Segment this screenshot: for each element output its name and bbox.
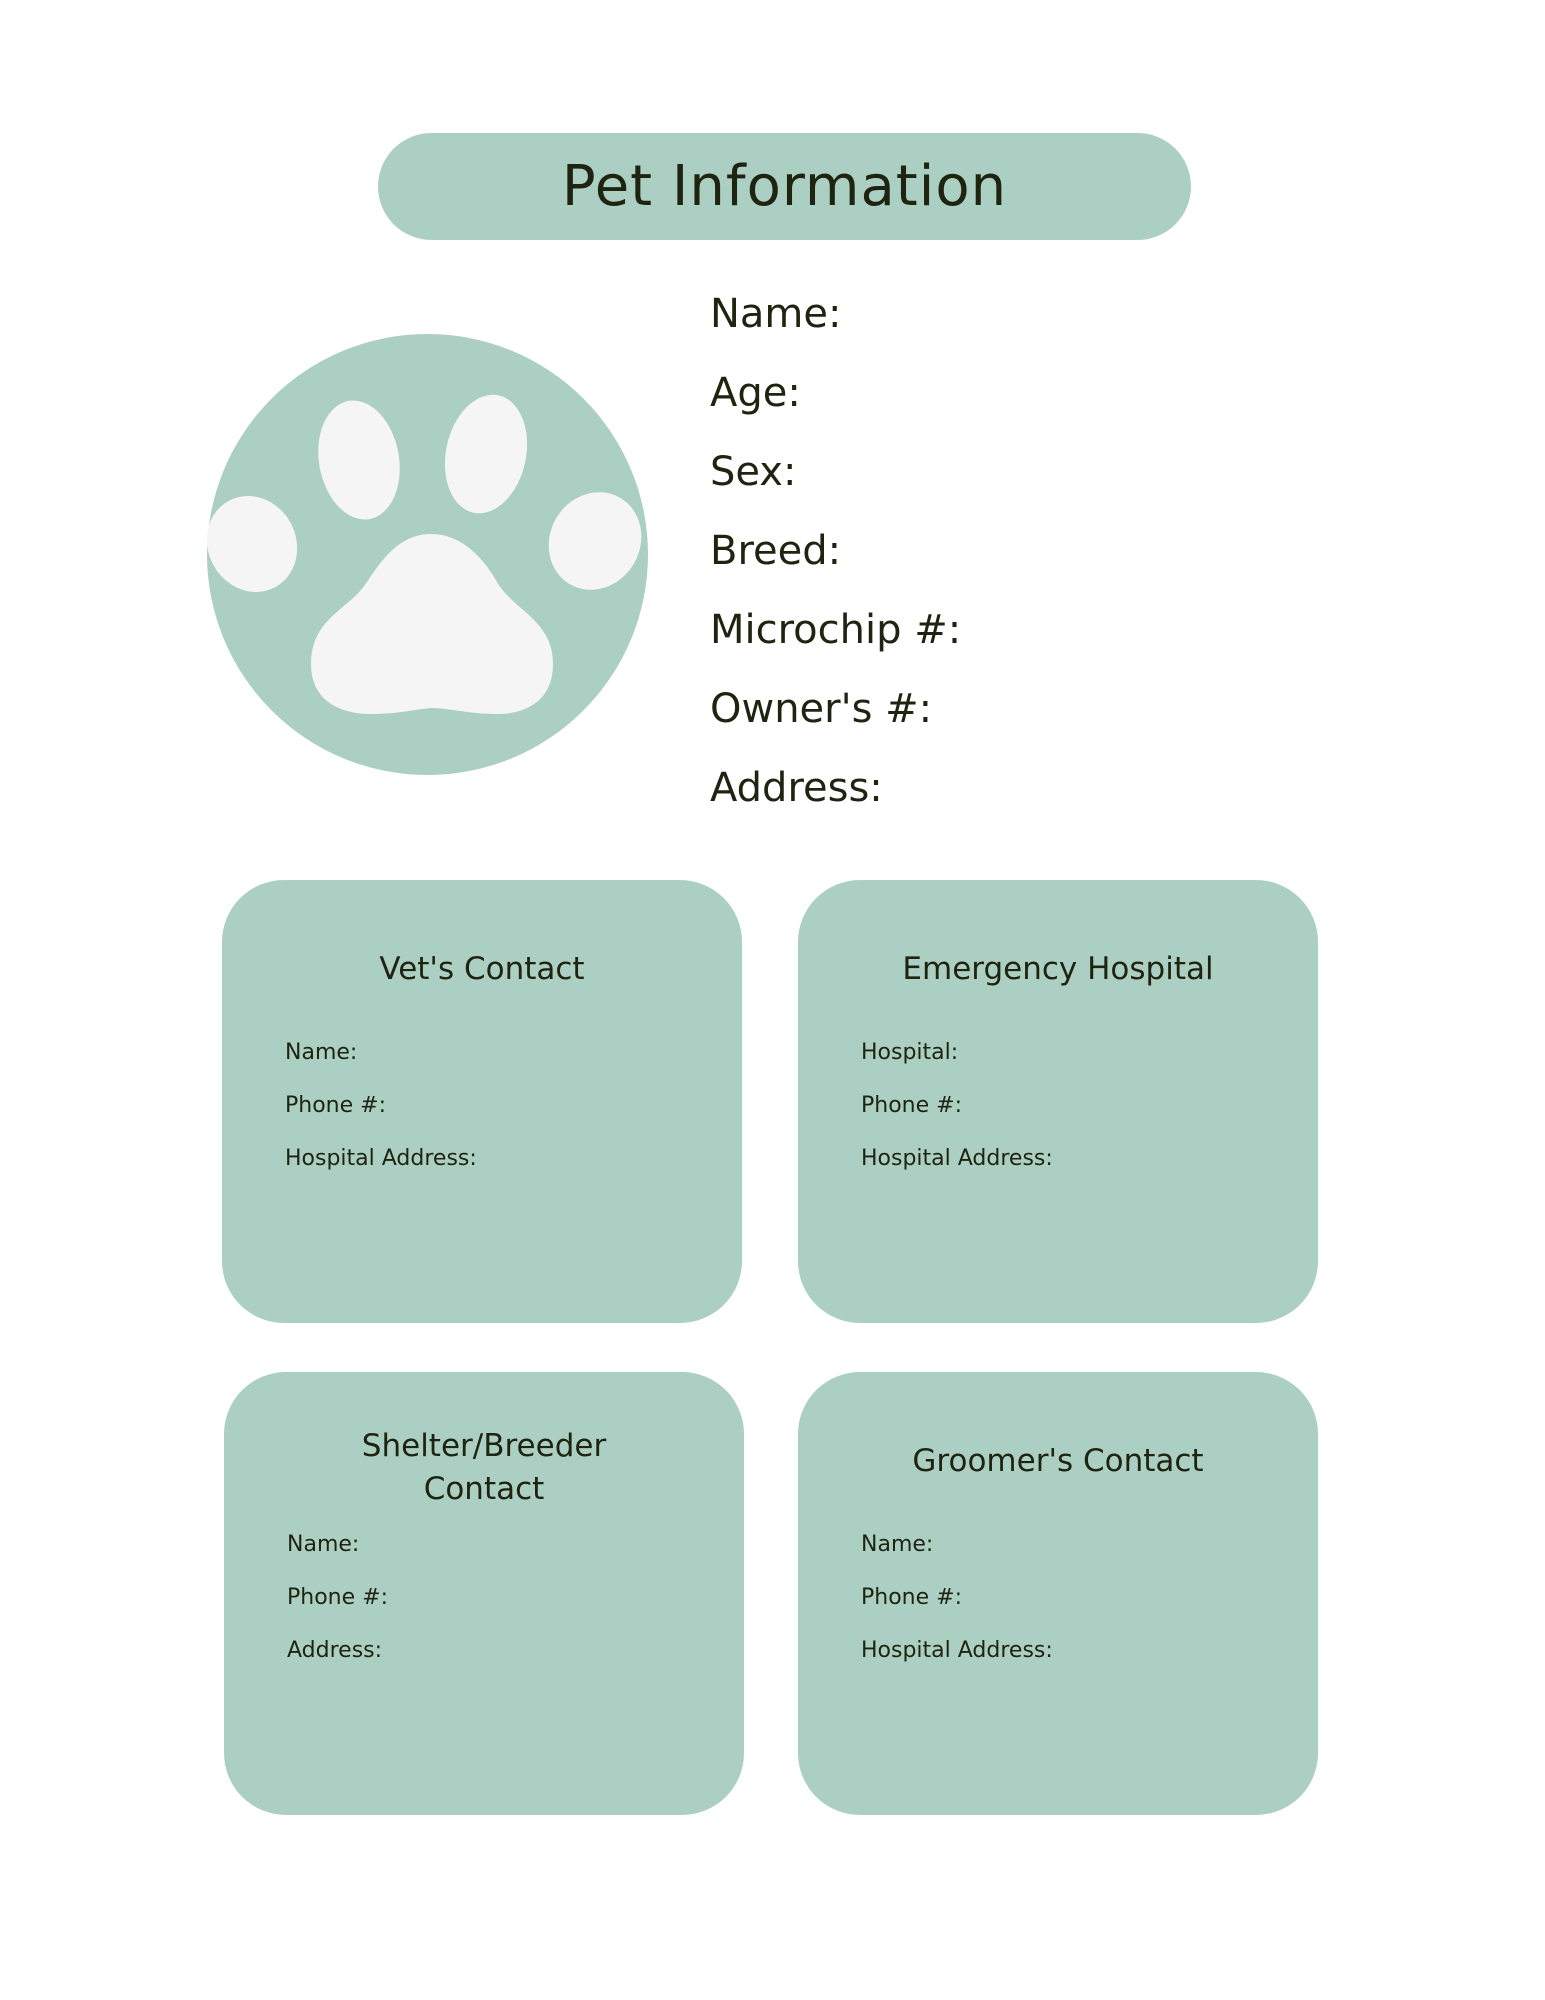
pet-age-label: Age: (710, 370, 801, 416)
shelter-breeder-title-line2: Contact (423, 1471, 545, 1507)
shelter-address-label: Address: (287, 1638, 383, 1663)
title-banner (378, 133, 1191, 240)
emergency-hospital-address-label: Hospital Address: (861, 1146, 1053, 1171)
shelter-breeder-title-line1: Shelter/Breeder (361, 1428, 607, 1464)
pet-name-label: Name: (710, 291, 842, 337)
paw-print-icon (207, 334, 648, 775)
owner-number-label: Owner's #: (710, 686, 933, 732)
pet-sex-label: Sex: (710, 449, 797, 495)
pet-breed-label: Breed: (710, 528, 842, 574)
vet-contact-card (222, 880, 742, 1323)
shelter-breeder-card (224, 1372, 744, 1815)
pet-info-fields (710, 282, 961, 835)
vet-contact-fields (285, 1037, 477, 1196)
emergency-hospital-fields (861, 1037, 1053, 1196)
shelter-name-label: Name: (287, 1532, 360, 1557)
shelter-breeder-fields (287, 1529, 388, 1688)
groomer-contact-fields (861, 1529, 1053, 1688)
groomer-contact-card (798, 1372, 1318, 1815)
emergency-hospital-card (798, 880, 1318, 1323)
shelter-phone-label: Phone #: (287, 1585, 388, 1610)
groomer-name-label: Name: (861, 1532, 934, 1557)
groomer-hospital-address-label: Hospital Address: (861, 1638, 1053, 1663)
vet-phone-label: Phone #: (285, 1093, 386, 1118)
emergency-hospital-title: Emergency Hospital (902, 951, 1214, 987)
shelter-breeder-title (264, 1425, 704, 1511)
vet-contact-title: Vet's Contact (379, 951, 585, 987)
vet-name-label: Name: (285, 1040, 358, 1065)
pet-address-label: Address: (710, 765, 883, 811)
emergency-hospital-label: Hospital: (861, 1040, 959, 1065)
vet-hospital-address-label: Hospital Address: (285, 1146, 477, 1171)
page-title: Pet Information (561, 153, 1008, 219)
groomer-phone-label: Phone #: (861, 1585, 962, 1610)
groomer-contact-title: Groomer's Contact (912, 1443, 1204, 1479)
pet-microchip-label: Microchip #: (710, 607, 962, 653)
emergency-phone-label: Phone #: (861, 1093, 962, 1118)
